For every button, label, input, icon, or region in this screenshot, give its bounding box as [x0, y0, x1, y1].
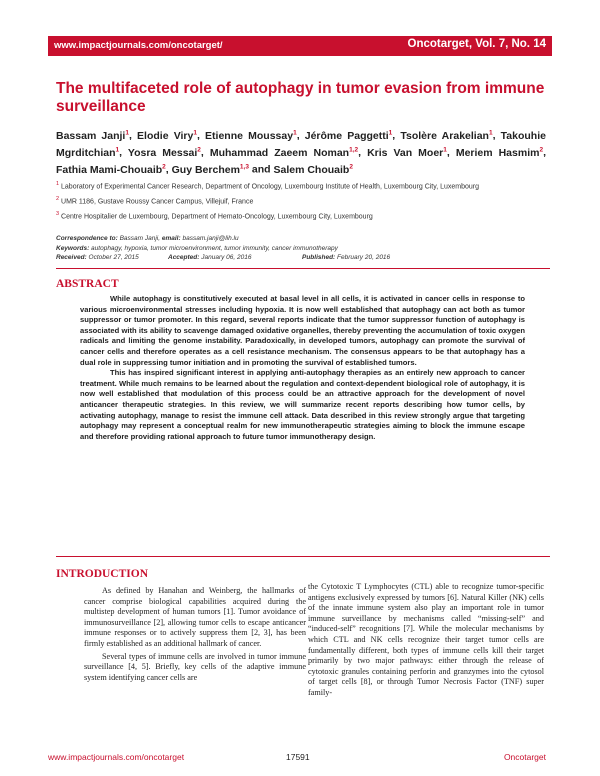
footer-journal: Oncotarget: [503, 752, 546, 762]
author: Fathia Mami-Chouaib$^2$: [56, 163, 166, 176]
author: Muhammad Zaeem Noman$^{1,2}$: [209, 146, 359, 159]
author: Salem Chouaib$^2$: [273, 163, 353, 176]
footer-url-link[interactable]: www.impactjournals.com/oncotarget: [48, 752, 185, 762]
authors-and: and: [251, 163, 271, 176]
abstract-body: [80, 294, 525, 442]
author: Bassam Janji$^1$: [56, 129, 129, 142]
author: Etienne Moussay$^1$: [205, 129, 297, 142]
body-paragraph: Several types of immune cells are involved in tumor immune surveillance [4, 5]. Briefly, key cells of the adaptive immune system identifying cancer cells are: [84, 651, 306, 682]
introduction-heading: INTRODUCTION: [56, 568, 149, 580]
author: Meriem Hasmim$^2$: [455, 146, 544, 159]
journal-url-link[interactable]: www.impactjournals.com/oncotarget/: [54, 40, 223, 51]
body-paragraph: the Cytotoxic T Lymphocytes (CTL) able to recognize tumor-specific antigens exclusively expressed by tumors [6]. Natural Killer (NK) cells of the innate immune system also play an important role in tumor immune surveillance by mechanisms called “missing-self” and “induced-self” recognitions [7]. While the molecular mechanisms by which CTL and NK cells recognize their target tumor cells are fundamentally different, both types of immune cells kill their target primarily by two major pathways: either through the release of cytotoxic granules containing perforin and granzymes into the cytosol of target cells [8], or through Tumor Necrosis Factor (TNF) super family-: [308, 582, 544, 697]
journal-citation: Oncotarget, Vol. 7, No. 14: [407, 38, 546, 50]
author: Elodie Viry$^1$: [137, 129, 197, 142]
abstract-heading: ABSTRACT: [56, 278, 119, 290]
abstract-paragraph: While autophagy is constitutively executed at basal level in all cells, it is activated in cancer cells in response to various microenvironmental stresses including hypoxia. It is now well established that autophagy can act both as tumor suppressor or tumor promoter. In this regard, several reports indicate that the tumor suppressor function of autophagy is associated with its ability to scavenge damaged oxidative organelles, thereby preventing the accumulation of toxic oxygen radicals and limiting the genome instability. Paradoxically, in developed tumors, autophagy can promote the survival of cancer cells and therefore operates as a cell resistance mechanism. The consensus appears to be that autophagy has a dual role in suppressing tumor initiation and in promoting the survival of established tumors.: [80, 294, 525, 367]
author: Guy Berchem$^{1,3}$: [171, 163, 249, 176]
affiliation: $^1$ Laboratory of Experimental Cancer Research, Department of Oncology, Luxembourg Institute of Health, Luxembourg City, Luxembourg: [56, 181, 480, 191]
article-metadata: [56, 234, 546, 263]
article-dates: Received: October 27, 2015 Accepted: January 06, 2016 Published: February 20, 2016: [56, 254, 391, 261]
divider: [56, 268, 550, 269]
page-number: 17591: [286, 752, 310, 762]
email-link[interactable]: bassam.janji@lih.lu: [182, 235, 239, 242]
author: Kris Van Moer$^1$: [367, 146, 447, 159]
body-paragraph: As defined by Hanahan and Weinberg, the hallmarks of cancer comprise biological capabilities acquired during the multistep development of human tumors [1]. Tumor avoidance of immunosurveillance [2], allowing tumor cells to escape anticancer immune responses or to actively suppress them [2, 3], has been firmly established as an additional hallmark of cancer.: [84, 586, 306, 648]
text-column-left: [84, 586, 306, 685]
correspondence: Correspondence to: Bassam Janji, email: bassam.janji@lih.lu: [56, 235, 239, 242]
author: Takouhie Mgrditchian$^1$: [56, 129, 546, 159]
divider: [56, 556, 550, 557]
affiliations: [56, 180, 546, 224]
paper-title: The multifaceted role of autophagy in tumor evasion from immune surveillance: [56, 80, 545, 115]
author-list: Bassam Janji$^1$, Elodie Viry$^1$, Etienne Moussay$^1$, Jérôme Paggetti$^1$, Tsolère Arakelian$^1$, Takouhie Mgrditchian$^1$, Yosra Messai$^2$, Muhammad Zaeem Noman$^{1,2}$, Kris Van Moer$^1$, Meriem Hasmim$^2$, Fathia Mami-Chouaib$^2$, Guy Berchem$^{1,3}$ and Salem Chouaib$^2$: [56, 129, 546, 176]
text-column-right: [308, 582, 544, 701]
journal-header-bar: [48, 36, 552, 56]
author: Jérôme Paggetti$^1$: [304, 129, 393, 142]
author: Tsolère Arakelian$^1$: [400, 129, 493, 142]
affiliation: $^2$ UMR 1186, Gustave Roussy Cancer Campus, Villejuif, France: [56, 195, 254, 206]
abstract-paragraph: This has inspired significant interest in applying anti-autophagy therapies as an entirely new approach to cancer treatment. While much remains to be learned about the regulation and context-dependent biological role of autophagy, it is now well established that modulation of this process could be an attractive approach for the development of novel anticancer therapeutic strategies. In this review, we will summarize recent reports describing how tumor cells, by activating autophagy, manage to resist the immune cell attack. Data described in this review strongly argue that targeting autophagy may represent a conceptual realm for new immunotherapeutic strategies aiming to block the immune escape and therefore providing rational approach to future tumor immunotherapy design.: [80, 368, 525, 441]
author: Yosra Messai$^2$: [127, 146, 201, 159]
affiliation: $^3$ Centre Hospitalier de Luxembourg, Department of Hemato-Oncology, Luxembourg City, Luxembourg: [56, 210, 373, 220]
keywords: Keywords: autophagy, hypoxia, tumor microenvironment, tumor immunity, cancer immunotherapy: [56, 244, 338, 252]
